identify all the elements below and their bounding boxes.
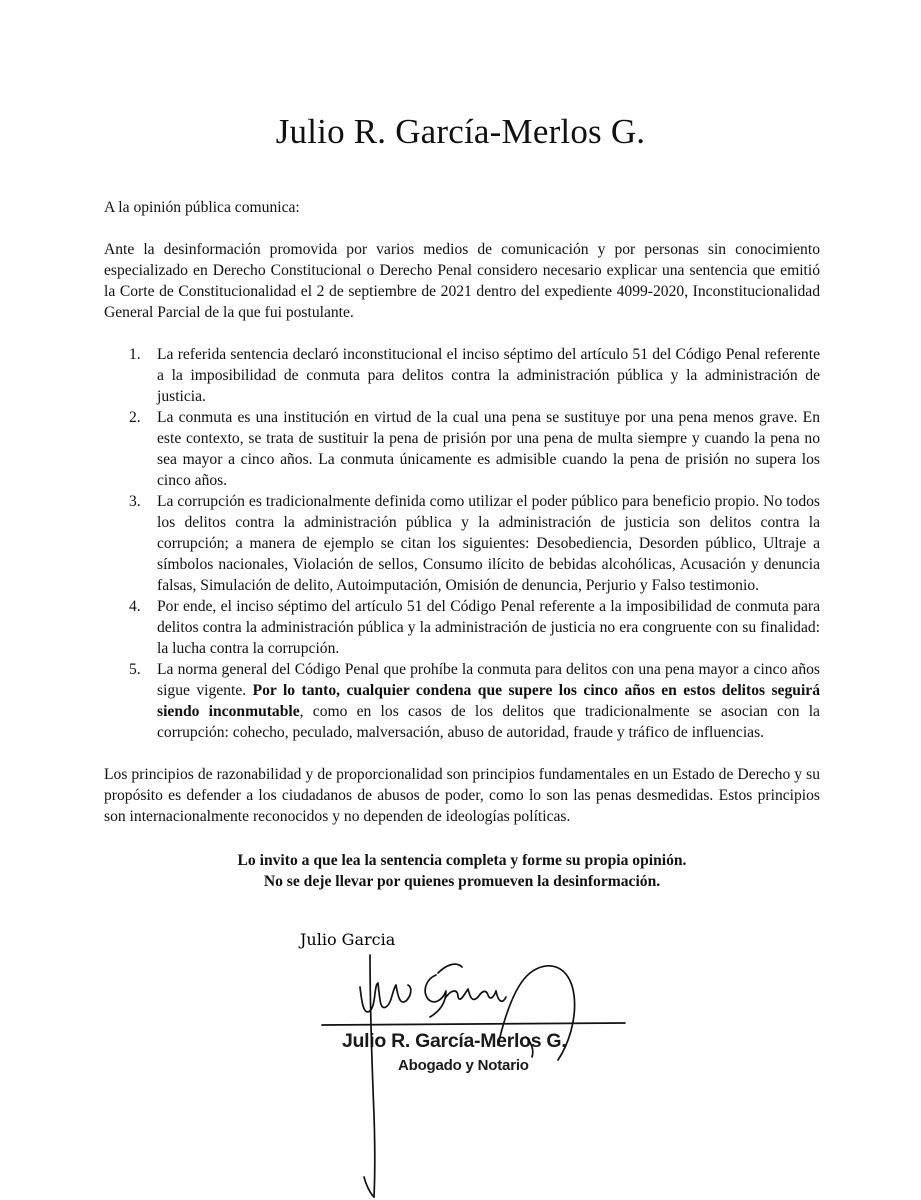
appeal-line: Lo invito a que lea la sentencia completa y forme su propia opinión.	[237, 852, 687, 869]
list-item-number: 1.	[129, 346, 141, 363]
stamp-name: Julio R. García-Merlos G.	[342, 1030, 567, 1052]
greeting: A la opinión pública comunica:	[104, 199, 300, 216]
appeal-line: No se deje llevar por quienes promueven la desinformación.	[263, 873, 661, 890]
list-item	[104, 407, 820, 491]
list-item-text-before: La norma general del Código Penal que prohíbe la conmuta para delitos con una pena mayor a cinco años sigue vigente.	[157, 661, 820, 699]
list-item-text-bold: Por lo tanto, cualquier condena que supere los cinco años en estos delitos seguirá siendo inconmutable	[157, 682, 820, 720]
list-item-number: 4.	[129, 598, 141, 615]
numbered-points	[104, 344, 820, 743]
list-item-number: 2.	[129, 409, 141, 426]
stamp-title: Abogado y Notario	[398, 1057, 529, 1074]
list-item-text: La conmuta es una institución en virtud de la cual una pena se sustituye por una pena menos grave. En este contexto, se trata de sustituir la pena de prisión por una pena de multa siempre y cuando la pena no sea mayor a cinco años. La conmuta únicamente es admisible cuando la pena de prisión no supera los cinco años.	[157, 409, 820, 489]
list-item	[104, 344, 820, 407]
list-item	[104, 491, 820, 596]
list-item-number: 5.	[129, 661, 141, 678]
list-item-number: 3.	[129, 493, 141, 510]
list-item-text: Por ende, el inciso séptimo del artículo 51 del Código Penal referente a la imposibilidad de conmuta para delitos contra la administración pública y la administración de justicia no era congruente con su finalidad: la lucha contra la corrupción.	[157, 598, 820, 657]
list-item-text: La referida sentencia declaró inconstitucional el inciso séptimo del artículo 51 del Código Penal referente a la imposibilidad de conmuta para delitos contra la administración pública y la administración de justicia.	[157, 346, 820, 405]
list-item-text-after: , como en los casos de los delitos que tradicionalmente se asocian con la corrupción: cohecho, peculado, malversación, abuso de autoridad, fraude y tráfico de influencias.	[157, 703, 820, 741]
handwritten-signature	[300, 930, 630, 1200]
list-item	[104, 596, 820, 659]
letter-body	[104, 197, 820, 892]
intro-paragraph: Ante la desinformación promovida por varios medios de comunicación y por personas sin conocimiento especializado en Derecho Constitucional o Derecho Penal considero necesario explicar una sentencia que emitió la Corte de Constitucionalidad el 2 de septiembre de 2021 dentro del expediente 4099-2020, Inconstitucionalidad General Parcial de la que fui postulante.	[104, 241, 820, 321]
list-item	[104, 659, 820, 743]
list-item-text: La corrupción es tradicionalmente definida como utilizar el poder público para beneficio propio. No todos los delitos contra la administración pública y la administración de justicia son delitos contra la corrupción; a manera de ejemplo se citan los siguientes: Desobediencia, Desorden público, Ultraje a símbolos nacionales, Violación de sellos, Consumo ilícito de bebidas alcohólicas, Acusación y denuncia falsas, Simulación de delito, Autoimputación, Omisión de denuncia, Perjurio y Falso testimonio.	[157, 493, 820, 594]
handwritten-signature-text: Julio Garcia	[300, 930, 396, 949]
closing-paragraph: Los principios de razonabilidad y de proporcionalidad son principios fundamentales en un Estado de Derecho y su propósito es defender a los ciudadanos de abusos de poder, como lo son las penas desmedidas. Estos principios son internacionalmente reconocidos y no dependen de ideologías políticas.	[104, 766, 820, 825]
letterhead-name: Julio R. García-Merlos G.	[275, 112, 646, 151]
closing-appeal	[104, 850, 820, 892]
